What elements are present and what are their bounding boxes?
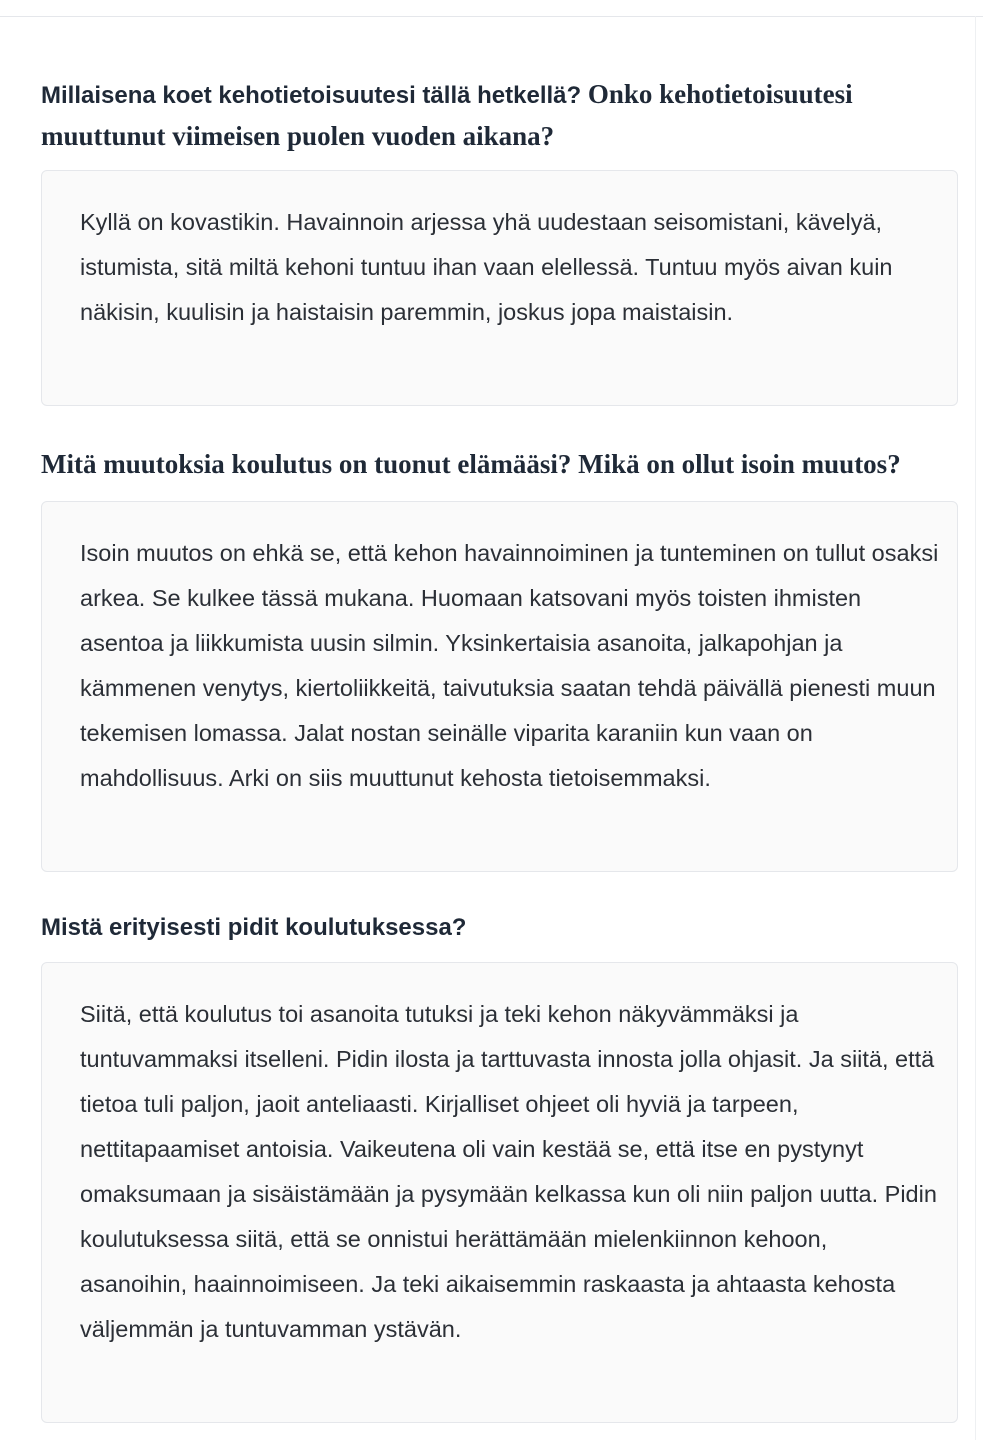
answer-3-text: Siitä, että koulutus toi asanoita tutuksi ja teki kehon näkyvämmäksi ja tuntuvammaksi itselleni. Pidin ilosta ja tarttuvasta innosta jolla ohjasit. Ja siitä, että tietoa tuli paljon, jaoit anteliaasti. Kirjalliset ohjeet oli hyviä ja tarpeen, nettitapaamiset antoisia. Vaikeutena oli vain kestää se, että itse en pystynyt omaksumaan ja sisäistämään ja pysymään kelkassa kun oli niin paljon uutta. Pidin koulutuksessa siitä, että se onnistui herättämään mielenkiinnon kehoon, asanoihin, haainnoimiseen. Ja teki aikaisemmin raskaasta ja ahtaasta kehosta väljemmän ja tuntuvamman ystävän. [80,1001,937,1342]
answer-2-text: Isoin muutos on ehkä se, että kehon havainnoiminen ja tunteminen on tullut osaksi arkea. Se kulkee tässä mukana. Huomaan katsovani myös toisten ihmisten asentoa ja liikkumista uusin silmin. Yksinkertaisia asanoita, jalkapohjan ja kämmenen venytys, kiertoliikkeitä, taivutuksia saatan tehdä päivällä pienesti muun tekemisen lomassa. Jalat nostan seinälle viparita karaniin kun vaan on mahdollisuus. Arki on siis muuttunut kehosta tietoisemmaksi. [80,540,939,791]
question-1 [41,74,958,158]
question-2 [41,446,983,484]
answer-2-box [41,501,958,872]
answer-3-box [41,962,958,1423]
question-3-sans-part: Mistä erityisesti pidit koulutuksessa? [41,914,467,941]
top-divider [0,0,983,17]
answer-1-box [41,170,958,406]
answer-1-text: Kyllä on kovastikin. Havainnoin arjessa yhä uudestaan seisomistani, kävelyä, istumista, sitä miltä kehoni tuntuu ihan vaan elellessä. Tuntuu myös aivan kuin näkisin, kuulisin ja haistaisin paremmin, joskus jopa maistaisin. [80,209,893,325]
question-1-sans-part: Millaisena koet kehotietoisuutesi tällä hetkellä? [41,82,582,109]
question-2-serif-part: Mitä muutoksia koulutus on tuonut elämääsi? Mikä on ollut isoin muutos? [41,449,901,479]
question-3 [41,910,958,946]
question-1-serif-part: Onko kehotietoisuutesi muuttunut viimeisen puolen vuoden aikana? [41,79,853,151]
right-edge-divider [975,16,976,1440]
